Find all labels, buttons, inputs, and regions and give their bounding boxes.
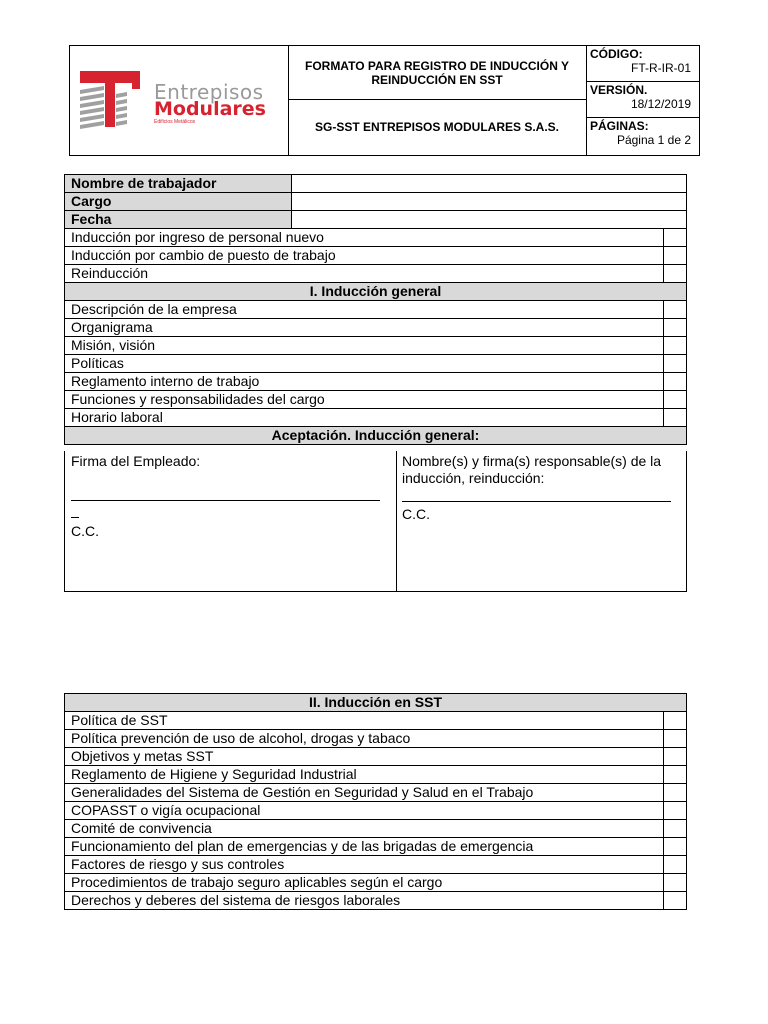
- checkbox-cell[interactable]: [664, 766, 687, 784]
- checkbox-cell[interactable]: [664, 838, 687, 856]
- pages-label: PÁGINAS:: [590, 119, 649, 133]
- checkbox-cell[interactable]: [664, 229, 687, 247]
- section-title-sst: II. Inducción en SST: [65, 694, 687, 712]
- company-logo: [70, 46, 289, 155]
- checkbox-cell[interactable]: [664, 730, 687, 748]
- version-value: 18/12/2019: [630, 97, 691, 111]
- version-cell: [586, 82, 699, 118]
- checkbox-cell[interactable]: [664, 856, 687, 874]
- signature-line: [71, 500, 380, 501]
- worker-role-field[interactable]: [292, 193, 687, 211]
- responsible-signature-label: Nombre(s) y firma(s) responsable(s) de la inducción, reinducción:: [402, 453, 662, 486]
- date-field[interactable]: [292, 211, 687, 229]
- section-title-acceptance: Aceptación. Inducción general:: [65, 427, 687, 445]
- table-row: [65, 838, 687, 856]
- table-row: [65, 766, 687, 784]
- employee-signature-label: Firma del Empleado:: [71, 453, 201, 469]
- code-cell: [586, 46, 699, 82]
- table-row: [65, 784, 687, 802]
- induction-general-table: [64, 174, 687, 445]
- employee-cc-label: C.C.: [71, 523, 99, 539]
- list-item: Reglamento interno de trabajo: [65, 373, 664, 391]
- table-row: [65, 874, 687, 892]
- table-row: [65, 265, 687, 283]
- worker-name-field[interactable]: [292, 175, 687, 193]
- list-item: Procedimientos de trabajo seguro aplicables según el cargo: [65, 874, 664, 892]
- company-name: SG-SST ENTREPISOS MODULARES S.A.S.: [314, 120, 560, 134]
- checkbox-cell[interactable]: [664, 712, 687, 730]
- induction-type-new: Inducción por ingreso de personal nuevo: [65, 229, 664, 247]
- table-row: [65, 820, 687, 838]
- table-row: [65, 283, 687, 301]
- checkbox-cell[interactable]: [664, 319, 687, 337]
- header-title-block: [288, 46, 587, 155]
- employee-signature-cell[interactable]: [65, 451, 397, 591]
- list-item: Organigrama: [65, 319, 664, 337]
- list-item: Misión, visión: [65, 337, 664, 355]
- checkbox-cell[interactable]: [664, 337, 687, 355]
- table-row: [65, 319, 687, 337]
- list-item: Funcionamiento del plan de emergencias y de las brigadas de emergencia: [65, 838, 664, 856]
- table-row: [65, 301, 687, 319]
- checkbox-cell[interactable]: [664, 355, 687, 373]
- version-label: VERSIÓN.: [590, 83, 648, 97]
- list-item: Comité de convivencia: [65, 820, 664, 838]
- induction-sst-table: [64, 693, 687, 910]
- worker-name-label: Nombre de trabajador: [65, 175, 292, 193]
- table-row: [65, 211, 687, 229]
- table-row: [65, 391, 687, 409]
- code-label: CÓDIGO:: [590, 47, 643, 61]
- list-item: Derechos y deberes del sistema de riesgos laborales: [65, 892, 664, 910]
- table-row: [65, 355, 687, 373]
- table-row: [65, 748, 687, 766]
- table-row: [65, 229, 687, 247]
- table-row: [65, 373, 687, 391]
- pages-cell: [586, 118, 699, 154]
- table-row: [65, 694, 687, 712]
- table-row: [65, 712, 687, 730]
- checkbox-cell[interactable]: [664, 391, 687, 409]
- checkbox-cell[interactable]: [664, 802, 687, 820]
- table-row: [65, 856, 687, 874]
- section-title-general: I. Inducción general: [65, 283, 687, 301]
- table-row: [65, 247, 687, 265]
- checkbox-cell[interactable]: [664, 409, 687, 427]
- signature-line: [402, 501, 671, 502]
- table-row: [65, 730, 687, 748]
- document-header: [69, 45, 700, 156]
- list-item: Horario laboral: [65, 409, 664, 427]
- checkbox-cell[interactable]: [664, 247, 687, 265]
- checkbox-cell[interactable]: [664, 373, 687, 391]
- table-row: [65, 802, 687, 820]
- responsible-cc-label: C.C.: [402, 506, 430, 522]
- list-item: Política prevención de uso de alcohol, drogas y tabaco: [65, 730, 664, 748]
- responsible-signature-cell[interactable]: [396, 451, 686, 591]
- list-item: Descripción de la empresa: [65, 301, 664, 319]
- form-title: FORMATO PARA REGISTRO DE INDUCCIÓN Y REINDUCCIÓN EN SST: [288, 46, 586, 100]
- table-row: [65, 892, 687, 910]
- logo-text-entrepisos: Entrepisos: [154, 80, 264, 104]
- table-row: [65, 337, 687, 355]
- table-row: [65, 193, 687, 211]
- checkbox-cell[interactable]: [664, 820, 687, 838]
- list-item: Políticas: [65, 355, 664, 373]
- table-row: [65, 427, 687, 445]
- logo-tagline: Edificios Metálicos: [154, 119, 196, 125]
- checkbox-cell[interactable]: [664, 301, 687, 319]
- logo-text-modulares: Modulares: [154, 98, 266, 120]
- list-item: Generalidades del Sistema de Gestión en Seguridad y Salud en el Trabajo: [65, 784, 664, 802]
- checkbox-cell[interactable]: [664, 265, 687, 283]
- list-item: Funciones y responsabilidades del cargo: [65, 391, 664, 409]
- signature-block: [64, 451, 687, 592]
- header-meta: [586, 46, 699, 155]
- table-row: [65, 175, 687, 193]
- list-item: Política de SST: [65, 712, 664, 730]
- induction-type-reinduction: Reinducción: [65, 265, 664, 283]
- list-item: Factores de riesgo y sus controles: [65, 856, 664, 874]
- checkbox-cell[interactable]: [664, 874, 687, 892]
- induction-type-change: Inducción por cambio de puesto de trabajo: [65, 247, 664, 265]
- signature-line-tail: [71, 517, 79, 518]
- table-row: [65, 409, 687, 427]
- worker-role-label: Cargo: [65, 193, 292, 211]
- list-item: Objetivos y metas SST: [65, 748, 664, 766]
- pages-value: Página 1 de 2: [616, 133, 691, 147]
- checkbox-cell[interactable]: [664, 892, 687, 910]
- code-value: FT-R-IR-01: [631, 61, 691, 75]
- date-label: Fecha: [65, 211, 292, 229]
- checkbox-cell[interactable]: [664, 748, 687, 766]
- checkbox-cell[interactable]: [664, 784, 687, 802]
- list-item: Reglamento de Higiene y Seguridad Industrial: [65, 766, 664, 784]
- list-item: COPASST o vigía ocupacional: [65, 802, 664, 820]
